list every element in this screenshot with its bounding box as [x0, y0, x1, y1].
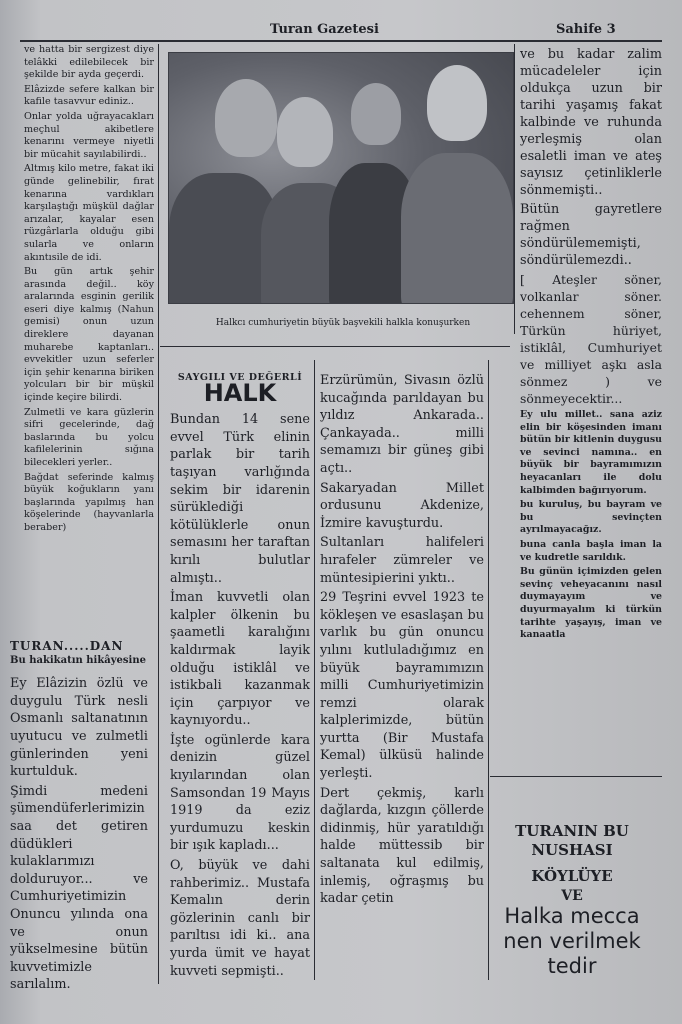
halk-paragraph-3: İşte ogünlerde kara denizin güzel kıyılarından olan Samsondan 19 Mayıs 1919 da eziz yurdumuzu keskin bir ışık kapladı... [170, 732, 310, 854]
left-paragraph-4: Altmış kilo metre, fakat iki günde gelinebilir, fırat kenarına vardıkları karşılaştığı müşkül dağlar arızalar, kayalar esen rüzgârlarla olduğu gibi sularla ve onların akıntısile de idi. [24, 163, 154, 263]
person-1 [215, 79, 277, 157]
notice-top-rule [490, 776, 662, 777]
right-paragraph-6: buna canla başla iman la ve kudretle sarıldık. [520, 538, 662, 563]
middle-paragraph-1: Erzürümün, Sivasın özlü kucağında parıldayan bu yıldız Ankarada.. Çankayada.. milli semamızı bir güneş gibi açtı.. [320, 373, 484, 476]
photo-caption: Halkcı cumhuriyetin büyük başvekili halkla konuşurken [215, 318, 471, 328]
middle-paragraph-4: 29 Teşrini evvel 1923 te kökleşen ve esaslaşan bu varlık bu gün onuncu yılını kutluladığımız en büyük bayramımızın milli Cumhuriyetimizin remzi olarak kalplerimizde, bütün yurtta (Bir Mustafa Kemal) ülküsü halinde yerleşti. [320, 590, 484, 782]
right-paragraph-4: Ey ulu millet.. sana aziz elin bir köşesinden imanı bütün bir kitlenin duygusu ve sevinci namına.. en büyük bir bayramımızın heyacanları ile dolu kalbimden bağırıyorum. [520, 409, 662, 496]
left-paragraph-1: ve hatta bir sergizest diye telâkki edilebilecek bir şekilde bir ayda geçerdi. [24, 44, 154, 81]
notice-box [486, 822, 658, 979]
right-paragraph-1: ve bu kadar zalim mücadeleler için oldukça uzun bir tarihi yaşamış fakat kalbinde ve ruhunda yerleşmiş olan esaletli iman ve ateş sayısız çetinliklerle sönmemişti.. [520, 47, 662, 198]
turandan-subtitle: Bu hakikatın hikâyesine [10, 654, 146, 666]
person-2 [277, 97, 333, 167]
column-rule-1 [158, 44, 159, 984]
column-rule-3 [314, 360, 315, 980]
header-rule [20, 40, 662, 42]
notice-line-3: KÖYLÜYE [531, 867, 613, 885]
halk-headline: HALK [203, 378, 277, 407]
right-paragraph-5: bu kuruluş, bu bayram ve bu sevinçten ayrılmayacağız. [520, 499, 662, 536]
middle-paragraph-5: Dert çekmiş, karlı dağlarda, kızgın çöllerde didinmiş, hür yaratıldığı halde müttessib bir saltanata kul edilmiş, inlemiş, oğraşmış bu kadar çetin [320, 785, 484, 907]
page-number: Sahife 3 [556, 22, 616, 37]
halk-article [170, 372, 310, 982]
right-column [520, 46, 662, 644]
turandan-paragraph-2: Şimdi medeni şümendüferlerimizin saa det getiren düdükleri kulaklarımızı dolduruyor... ve Cumhuriyetimizin Onuncu yılında ona ve onun yükselmesine bütün kuvvetimizle sarılalım. [10, 783, 148, 993]
turandan-section [10, 640, 148, 996]
left-column [24, 44, 154, 537]
turandan-paragraph-1: Ey Elâzizin özlü ve duygulu Türk nesli Osmanlı saltanatının uyutucu ve zulmetli günlerinden yeni kurtulduk. [10, 676, 148, 780]
person-4 [427, 65, 487, 141]
halk-paragraph-4: O, büyük ve dahi rahberimiz.. Mustafa Kemalın derin gözlerinin canlı bir parıltısı idi ki.. ana yurda ümit ve hayat kuvveti sepmişti.. [170, 858, 310, 979]
middle-paragraph-2: Sakaryadan Millet ordusunu Akdenize, İzmire kavuşturdu. [320, 480, 484, 531]
left-paragraph-3: Onlar yolda uğrayacakları meçhul akibetlere kenarını vermeye niyetli bir mücahit sayılabilirdi.. [24, 110, 154, 160]
person-3 [351, 83, 401, 145]
left-paragraph-7: Bağdat seferinde kalmış büyük koğukların yanı başlarında yapılmış han köşelerinde (hayvanlarla beraber) [24, 471, 154, 533]
newspaper-title: Turan Gazetesi [270, 22, 379, 37]
left-paragraph-6: Zulmetli ve kara güzlerin sifri gecelerinde, dağ baslarında bu yolcu kafilelerinin sığına bilecekleri yerler.. [24, 406, 154, 468]
notice-line-7: tedir [547, 954, 597, 978]
photo-bottom-rule [160, 346, 510, 347]
right-paragraph-3: [ Ateşler söner, volkanlar söner. cehennem söner, Türkün hüriyet, istiklâl, Cumhuriyet ve milliyet aşkı asla sönmez ) ve sönmeyecektir... [520, 272, 662, 406]
halk-paragraph-1: Bundan 14 sene evvel Türk elinin parlak bir tarih taşıyan varlığında sekim bir idarenin sürüklediği kötülüklerle onun semasını her taraftan kırılı bulutlar almıştı.. [170, 412, 310, 586]
column-rule-2 [514, 44, 515, 334]
middle-paragraph-3: Sultanları halifeleri hırafeler zümreler ve müntesipierini yıktı.. [320, 535, 484, 586]
right-paragraph-7: Bu günün içimizden gelen sevinç veheyacanını nasıl duymayayım ve duyurmayalım ki türkün tarihte yaşayış, iman ve kanaatla [520, 566, 662, 641]
halk-paragraph-2: İman kuvvetli olan kalpler ölkenin bu şaametli karalığını kaldırmak layik olduğu istiklâl ve istikbali kazanmak için çarpıyor ve kaynıyordu.. [170, 590, 310, 729]
right-paragraph-2: Bütün gayretlere rağmen söndürülememişti, söndürülemezdi.. [520, 202, 662, 268]
notice-line-2: NUSHASI [531, 841, 613, 859]
notice-line-5: Halka mecca [504, 904, 640, 928]
left-paragraph-2: Elâzizde sefere kalkan bir kafile tasavvur ediniz.. [24, 83, 154, 108]
notice-line-1: TURANIN BU [515, 822, 629, 840]
middle-column [320, 372, 484, 910]
halk-kicker: SAYGILI VE DEĞERLİ [177, 372, 303, 383]
left-paragraph-5: Bu gün artık şehir arasında değil.. köy aralarında esginin gerilik eseri diye kalmış (Nahun gemisi) onun uzun direklere dayanan muharebe kaptanları.. evvekitler uzun seferler için şehir kenarına biriken yolcuları bir bir müşkil içinde keçire bilirdi. [24, 266, 154, 404]
notice-line-6: nen verilmek [503, 929, 641, 953]
news-photo [168, 52, 514, 304]
notice-line-4: VE [561, 888, 583, 904]
turandan-title: TURAN.....DAN [10, 639, 124, 653]
